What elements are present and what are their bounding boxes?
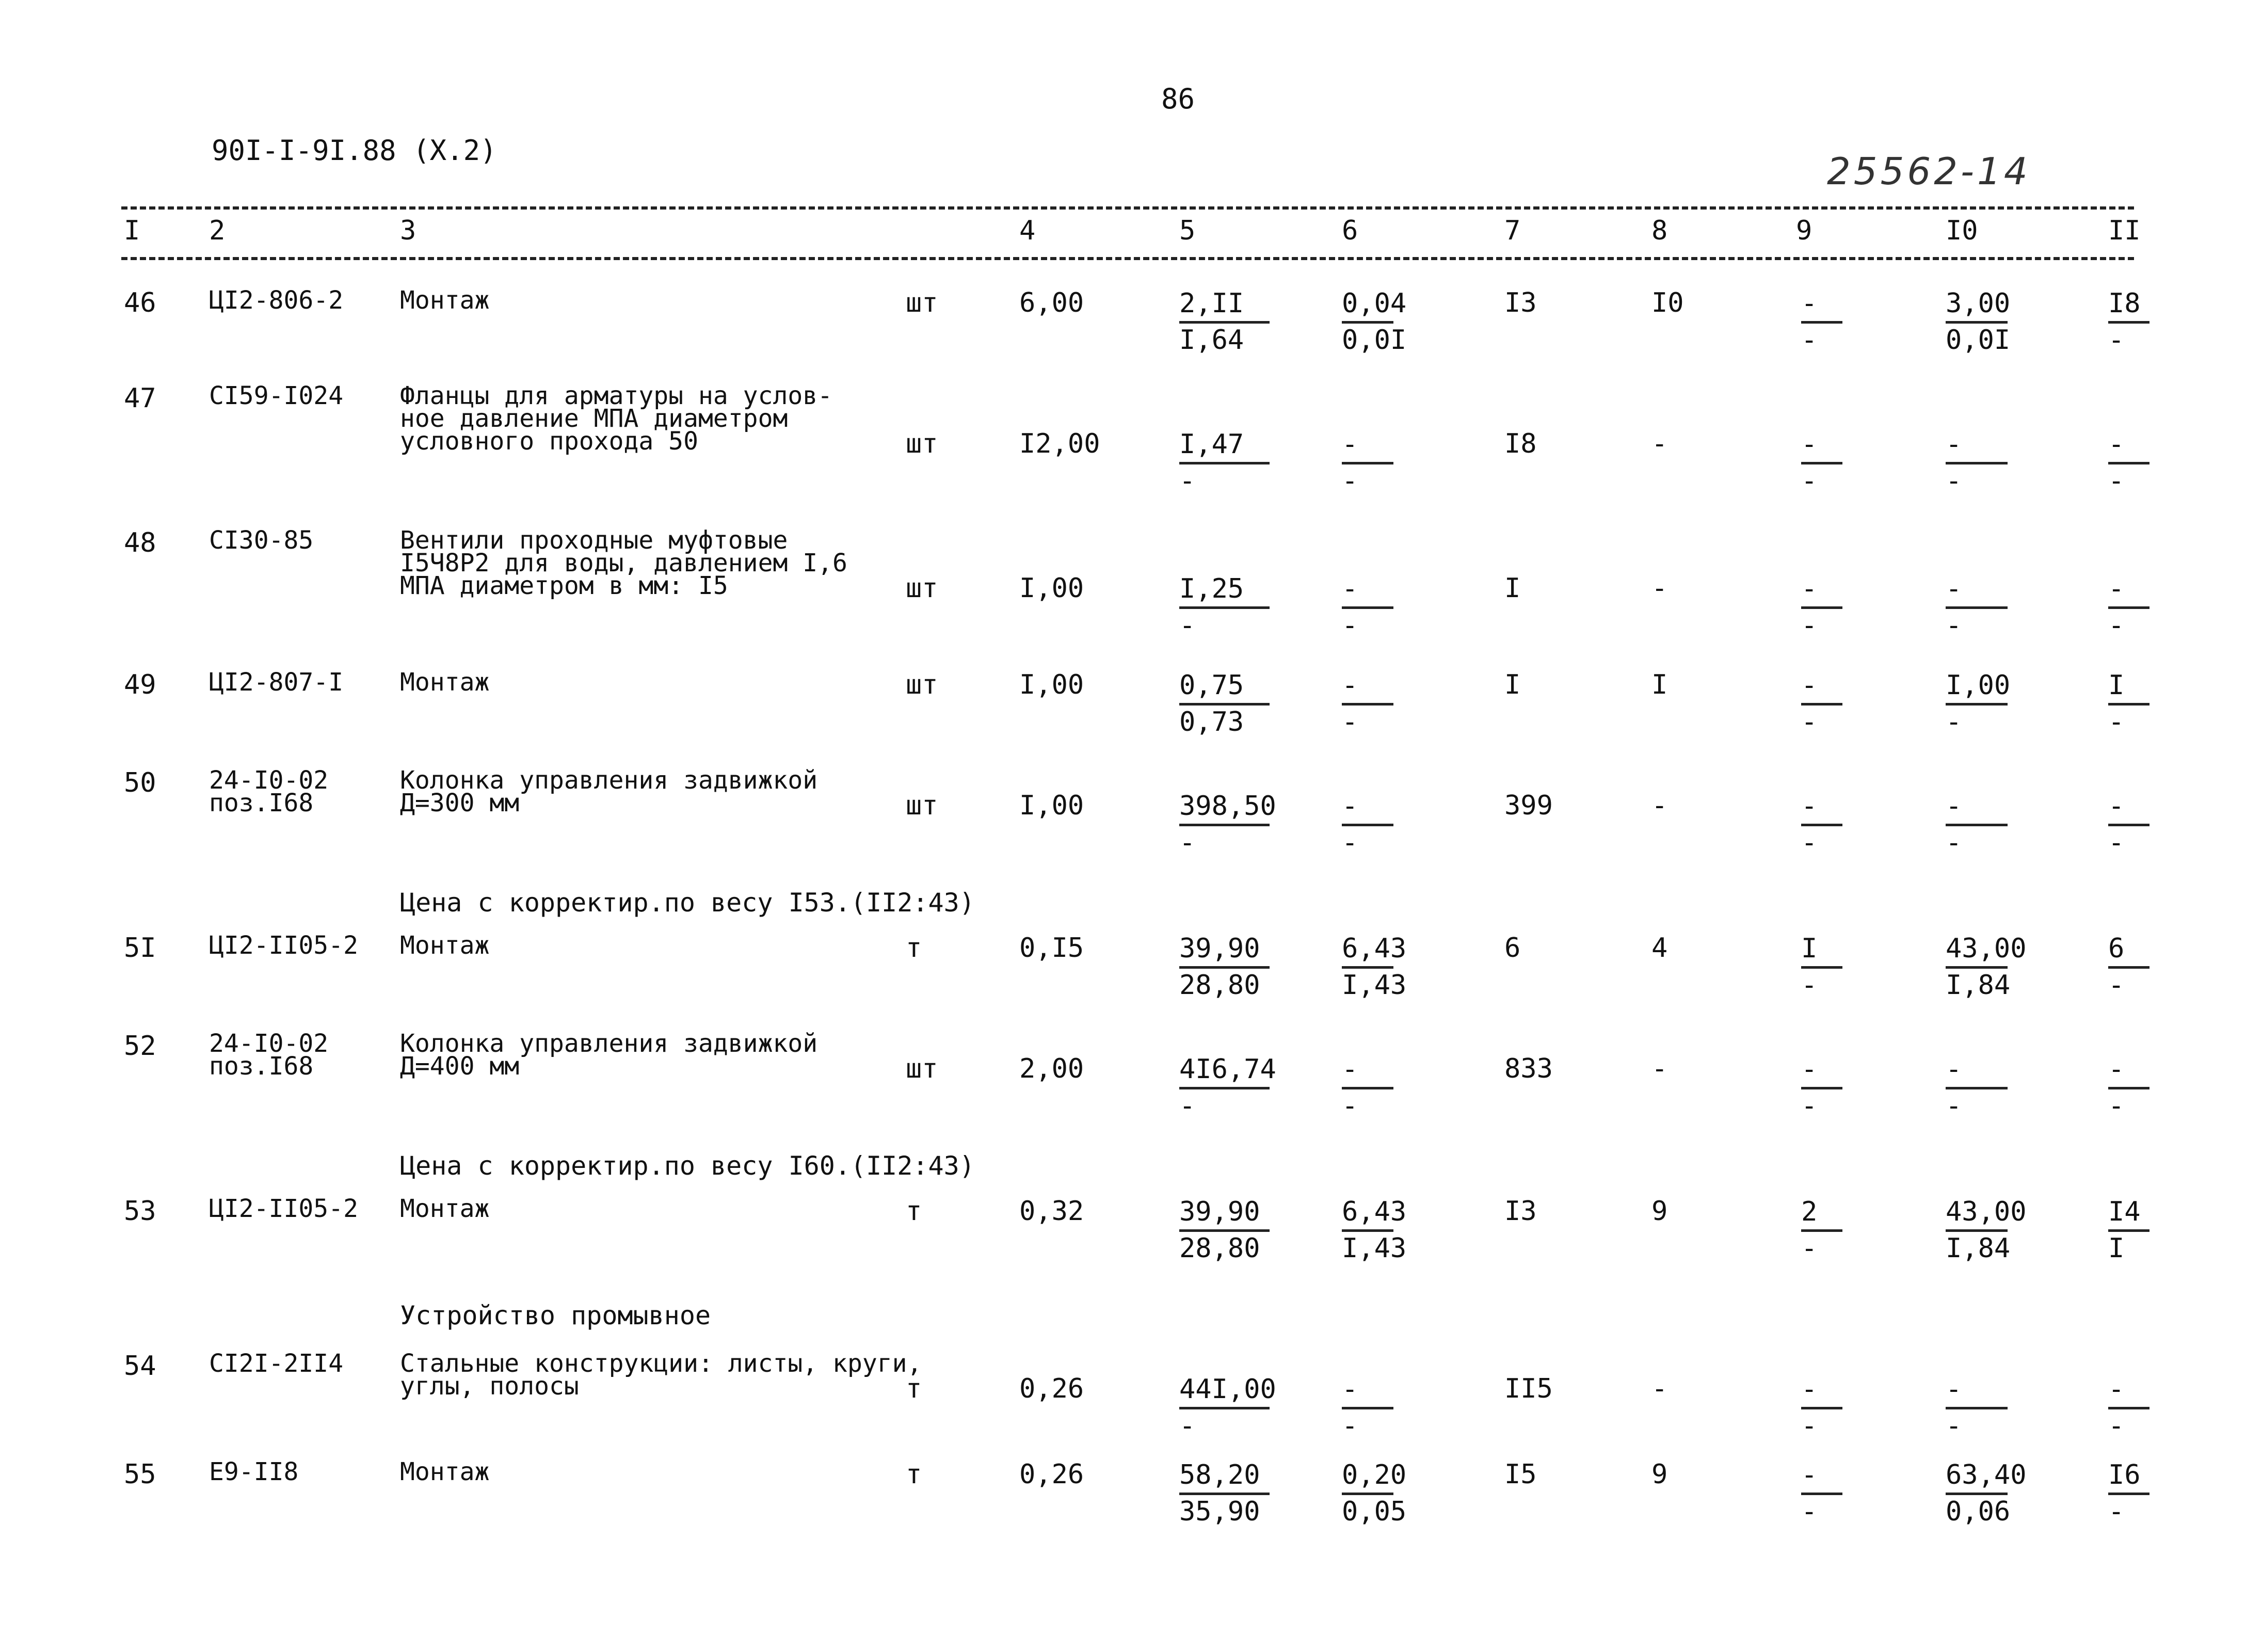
row-number: 53 — [124, 1196, 156, 1227]
labor-total-numerator: I8 — [2108, 288, 2141, 319]
unit-cost-bar — [1179, 966, 1270, 969]
total-cost: 6 — [1504, 933, 1521, 964]
unit-cost-denominator: 0,73 — [1179, 707, 1244, 737]
labor-total-denominator: - — [2108, 325, 2125, 356]
machine-cost-denominator: - — [1342, 827, 1358, 858]
labor-total — [2108, 934, 2149, 1000]
unit-cost-denominator: - — [1179, 827, 1196, 858]
labor-per-unit-bar — [1946, 824, 2008, 826]
unit-cost-bar — [1179, 1493, 1270, 1495]
machine-cost-bar — [1342, 1493, 1393, 1495]
unit-cost-numerator: I,25 — [1179, 573, 1244, 604]
labor-per-unit-denominator: I,84 — [1946, 1233, 2011, 1264]
unit-cost-numerator: 398,50 — [1179, 791, 1276, 822]
labor-per-unit — [1946, 933, 2027, 1001]
machine-cost-bar — [1342, 1087, 1393, 1089]
work-description: Монтаж — [400, 1457, 490, 1486]
machine-total — [1801, 1375, 1842, 1440]
column-header-5: 5 — [1179, 215, 1196, 246]
work-description: Монтаж — [400, 668, 490, 697]
labor-total-denominator: - — [2108, 827, 2125, 858]
row-number: 5I — [124, 933, 156, 964]
total-cost: II5 — [1504, 1373, 1553, 1404]
machine-cost-bar — [1342, 1229, 1393, 1232]
machine-cost-numerator: 6,43 — [1342, 1196, 1407, 1227]
machine-total-numerator: I — [1801, 933, 1818, 964]
unit-cost-numerator: 58,20 — [1179, 1459, 1260, 1490]
labor-per-unit-bar — [1946, 321, 2008, 324]
machine-cost-denominator: - — [1342, 466, 1358, 496]
labor-per-unit-bar — [1946, 462, 2008, 464]
machine-total-denominator: - — [1801, 466, 1818, 496]
machine-cost — [1342, 1196, 1407, 1264]
machine-cost — [1342, 574, 1393, 640]
machine-cost — [1342, 1055, 1393, 1120]
machine-total-numerator: - — [1801, 573, 1818, 604]
machine-total-denominator: - — [1801, 610, 1818, 641]
row-number: 48 — [124, 527, 156, 558]
unit-cost-numerator: 4I6,74 — [1179, 1054, 1276, 1085]
rate-code: ЦI2-807-I — [209, 668, 344, 697]
unit-cost — [1179, 1054, 1276, 1121]
machine-cost-denominator: - — [1342, 610, 1358, 641]
unit-cost — [1179, 671, 1270, 736]
machine-cost-bar — [1342, 1407, 1393, 1409]
unit-cost-bar — [1179, 1087, 1270, 1089]
labor-total-numerator: - — [2108, 791, 2125, 822]
labor-total — [2108, 430, 2149, 495]
quantity: I2,00 — [1019, 428, 1100, 459]
labor-total-bar — [2108, 966, 2149, 969]
total-cost: I — [1504, 669, 1521, 700]
unit-cost-numerator: 0,75 — [1179, 670, 1244, 701]
labor-per-unit-numerator: 43,00 — [1946, 933, 2027, 964]
unit-cost-denominator: - — [1179, 466, 1196, 496]
labor-per-unit-numerator: 3,00 — [1946, 288, 2011, 319]
labor-total-bar — [2108, 606, 2149, 609]
column-header-9: 9 — [1796, 215, 1812, 246]
wages-total: I — [1651, 669, 1668, 700]
machine-total-numerator: 2 — [1801, 1196, 1818, 1227]
labor-per-unit-denominator: 0,0I — [1946, 325, 2011, 356]
machine-total-denominator: - — [1801, 325, 1818, 356]
unit-cost-numerator: I,47 — [1179, 429, 1244, 460]
wages-total: 9 — [1651, 1196, 1668, 1227]
labor-per-unit-denominator: - — [1946, 827, 1962, 858]
wages-total: - — [1651, 573, 1668, 604]
machine-cost-bar — [1342, 824, 1393, 826]
machine-cost — [1342, 792, 1393, 857]
column-header-10: I0 — [1946, 215, 1978, 246]
rate-code: CI30-85 — [209, 526, 314, 555]
unit: шт — [906, 428, 938, 459]
labor-total-bar — [2108, 824, 2149, 826]
quantity: 2,00 — [1019, 1053, 1084, 1084]
unit-cost-numerator: 44I,00 — [1179, 1374, 1276, 1405]
unit-cost — [1179, 574, 1270, 640]
machine-total-bar — [1801, 1493, 1842, 1495]
machine-total-bar — [1801, 1087, 1842, 1089]
unit-cost-denominator: 35,90 — [1179, 1496, 1260, 1527]
unit: т — [906, 933, 922, 964]
column-header-2: 2 — [209, 215, 226, 246]
machine-total — [1801, 792, 1842, 857]
work-description: Монтаж — [400, 286, 490, 315]
work-description: Монтаж — [400, 1194, 490, 1223]
machine-cost-denominator: - — [1342, 1410, 1358, 1441]
labor-per-unit-bar — [1946, 966, 2008, 969]
labor-total-numerator: I — [2108, 670, 2125, 701]
labor-total-numerator: - — [2108, 1054, 2125, 1085]
machine-total-bar — [1801, 824, 1842, 826]
machine-total — [1801, 430, 1842, 495]
section-heading: Цена с корректир.по весу I60.(II2:43) — [400, 1151, 975, 1181]
machine-cost-numerator: - — [1342, 1374, 1358, 1405]
unit-cost — [1179, 934, 1270, 1000]
work-description: Монтаж — [400, 931, 490, 960]
total-cost: 399 — [1504, 790, 1553, 821]
machine-cost — [1342, 1375, 1393, 1440]
wages-total: - — [1651, 1373, 1668, 1404]
labor-total-bar — [2108, 1229, 2149, 1232]
rate-code: 24-I0-02 поз.I68 — [209, 766, 329, 817]
labor-per-unit — [1946, 1459, 2027, 1527]
labor-per-unit-denominator: - — [1946, 707, 1962, 737]
unit: т — [906, 1459, 922, 1490]
machine-cost-denominator: 0,0I — [1342, 325, 1407, 356]
labor-total-denominator: - — [2108, 1496, 2125, 1527]
machine-total-numerator: - — [1801, 791, 1818, 822]
machine-total — [1801, 574, 1842, 640]
labor-total-denominator: I — [2108, 1233, 2125, 1264]
work-description: Фланцы для арматуры на услов- ное давление МПА диаметром условного прохода 50 — [400, 381, 833, 456]
column-header-3: 3 — [400, 215, 416, 246]
labor-total-numerator: I4 — [2108, 1196, 2141, 1227]
machine-cost-bar — [1342, 321, 1393, 324]
machine-cost — [1342, 933, 1407, 1001]
machine-cost-denominator: I,43 — [1342, 1233, 1407, 1264]
machine-total-denominator: - — [1801, 1233, 1818, 1264]
rate-code: CI59-I024 — [209, 381, 344, 410]
labor-total-numerator: - — [2108, 573, 2125, 604]
wages-total: 4 — [1651, 933, 1668, 964]
labor-per-unit-numerator: I,00 — [1946, 670, 2011, 701]
labor-per-unit-bar — [1946, 1087, 2008, 1089]
machine-total-denominator: - — [1801, 970, 1818, 1001]
row-number: 52 — [124, 1031, 156, 1062]
machine-total — [1801, 1461, 1842, 1526]
machine-total-bar — [1801, 321, 1842, 324]
machine-total-bar — [1801, 462, 1842, 464]
machine-total-numerator: - — [1801, 1459, 1818, 1490]
unit-cost-denominator: - — [1179, 1090, 1196, 1121]
machine-cost-denominator: - — [1342, 707, 1358, 737]
machine-cost-denominator: I,43 — [1342, 970, 1407, 1001]
unit-cost-bar — [1179, 1407, 1270, 1409]
labor-total-bar — [2108, 462, 2149, 464]
unit: шт — [906, 790, 938, 821]
unit-cost-numerator: 39,90 — [1179, 1196, 1260, 1227]
header-top-rule — [121, 206, 2134, 210]
labor-per-unit — [1946, 430, 2008, 495]
handwritten-code: 25562-14 — [1827, 150, 2031, 193]
labor-per-unit-numerator: - — [1946, 1374, 1962, 1405]
machine-total-denominator: - — [1801, 1496, 1818, 1527]
column-header-8: 8 — [1651, 215, 1668, 246]
rate-code: ЦI2-II05-2 — [209, 1194, 358, 1223]
wages-total: - — [1651, 1053, 1668, 1084]
labor-total — [2108, 792, 2149, 857]
machine-cost-bar — [1342, 966, 1393, 969]
total-cost: I5 — [1504, 1459, 1537, 1490]
total-cost: I3 — [1504, 287, 1537, 318]
labor-total-numerator: - — [2108, 1374, 2125, 1405]
column-header-1: I — [124, 215, 140, 246]
labor-total-denominator: - — [2108, 970, 2125, 1001]
labor-total — [2108, 1197, 2149, 1263]
machine-cost-denominator: 0,05 — [1342, 1496, 1407, 1527]
machine-cost-numerator: - — [1342, 429, 1358, 460]
unit-cost-denominator: 28,80 — [1179, 1233, 1260, 1264]
labor-total-bar — [2108, 1493, 2149, 1495]
labor-per-unit-bar — [1946, 1407, 2008, 1409]
work-description: Стальные конструкции: листы, круги, углы, полосы — [400, 1349, 922, 1401]
machine-total-denominator: - — [1801, 707, 1818, 737]
machine-total-numerator: - — [1801, 288, 1818, 319]
machine-total — [1801, 1197, 1842, 1263]
machine-total-bar — [1801, 606, 1842, 609]
section-heading: Устройство промывное — [400, 1301, 711, 1330]
machine-cost — [1342, 671, 1393, 736]
unit: т — [906, 1373, 922, 1404]
machine-total — [1801, 1055, 1842, 1120]
work-description: Вентили проходные муфтовые I5Ч8Р2 для воды, давлением I,6 МПА диаметром в мм: I5 — [400, 526, 847, 600]
labor-total-bar — [2108, 703, 2149, 705]
column-header-6: 6 — [1342, 215, 1358, 246]
quantity: 6,00 — [1019, 287, 1084, 318]
unit-cost-denominator: - — [1179, 610, 1196, 641]
wages-total: I0 — [1651, 287, 1684, 318]
row-number: 49 — [124, 669, 156, 700]
labor-total-numerator: 6 — [2108, 933, 2125, 964]
machine-total-bar — [1801, 703, 1842, 705]
machine-cost-numerator: 0,20 — [1342, 1459, 1407, 1490]
unit-cost — [1179, 1374, 1276, 1441]
unit-cost-bar — [1179, 824, 1270, 826]
machine-total-bar — [1801, 1229, 1842, 1232]
labor-total-denominator: - — [2108, 707, 2125, 737]
unit-cost-numerator: 39,90 — [1179, 933, 1260, 964]
labor-per-unit-numerator: - — [1946, 1054, 1962, 1085]
unit: шт — [906, 1053, 938, 1084]
machine-total-numerator: - — [1801, 429, 1818, 460]
machine-cost — [1342, 1459, 1407, 1527]
labor-total-bar — [2108, 321, 2149, 324]
labor-total-denominator: - — [2108, 466, 2125, 496]
page-number: 86 — [1161, 83, 1195, 115]
labor-per-unit-numerator: - — [1946, 573, 1962, 604]
labor-per-unit-numerator: - — [1946, 791, 1962, 822]
labor-per-unit — [1946, 574, 2008, 640]
labor-per-unit — [1946, 792, 2008, 857]
row-number: 46 — [124, 287, 156, 318]
labor-per-unit-denominator: I,84 — [1946, 970, 2011, 1001]
quantity: 0,I5 — [1019, 933, 1084, 964]
machine-cost-bar — [1342, 606, 1393, 609]
unit-cost-denominator: 28,80 — [1179, 970, 1260, 1001]
unit-cost-bar — [1179, 321, 1270, 324]
labor-per-unit — [1946, 1055, 2008, 1120]
unit-cost — [1179, 791, 1276, 858]
labor-per-unit-denominator: - — [1946, 466, 1962, 496]
labor-total — [2108, 289, 2149, 355]
quantity: I,00 — [1019, 790, 1084, 821]
unit-cost-numerator: 2,II — [1179, 288, 1244, 319]
unit-cost-bar — [1179, 462, 1270, 464]
wages-total: - — [1651, 790, 1668, 821]
unit-cost-denominator: - — [1179, 1410, 1196, 1441]
labor-per-unit-denominator: - — [1946, 1090, 1962, 1121]
quantity: 0,26 — [1019, 1373, 1084, 1404]
labor-per-unit-numerator: - — [1946, 429, 1962, 460]
machine-total-numerator: - — [1801, 1374, 1818, 1405]
machine-cost-denominator: - — [1342, 1090, 1358, 1121]
rate-code: E9-II8 — [209, 1457, 299, 1486]
machine-cost-numerator: 0,04 — [1342, 288, 1407, 319]
labor-total-denominator: - — [2108, 1410, 2125, 1441]
rate-code: ЦI2-II05-2 — [209, 931, 358, 960]
machine-total-denominator: - — [1801, 1090, 1818, 1121]
unit: шт — [906, 287, 938, 318]
unit: шт — [906, 669, 938, 700]
machine-total — [1801, 934, 1842, 1000]
total-cost: 833 — [1504, 1053, 1553, 1084]
quantity: 0,32 — [1019, 1196, 1084, 1227]
labor-total-denominator: - — [2108, 610, 2125, 641]
labor-per-unit-numerator: 63,40 — [1946, 1459, 2027, 1490]
row-number: 47 — [124, 383, 156, 414]
labor-per-unit-bar — [1946, 606, 2008, 609]
machine-cost-numerator: - — [1342, 791, 1358, 822]
unit-cost-bar — [1179, 703, 1270, 705]
machine-total-bar — [1801, 966, 1842, 969]
labor-total-denominator: - — [2108, 1090, 2125, 1121]
labor-per-unit-bar — [1946, 1493, 2008, 1495]
header-bottom-rule — [121, 257, 2134, 260]
machine-cost-numerator: 6,43 — [1342, 933, 1407, 964]
machine-total — [1801, 671, 1842, 736]
unit-cost-denominator: I,64 — [1179, 325, 1244, 356]
machine-total-denominator: - — [1801, 827, 1818, 858]
document-id: 90I-I-9I.88 (X.2) — [212, 134, 497, 167]
labor-per-unit-numerator: 43,00 — [1946, 1196, 2027, 1227]
column-header-7: 7 — [1504, 215, 1521, 246]
machine-total-denominator: - — [1801, 1410, 1818, 1441]
column-header-11: II — [2108, 215, 2141, 246]
machine-cost-bar — [1342, 703, 1393, 705]
labor-total — [2108, 1375, 2149, 1440]
machine-cost-numerator: - — [1342, 573, 1358, 604]
unit: шт — [906, 573, 938, 604]
row-number: 50 — [124, 767, 156, 798]
row-number: 55 — [124, 1459, 156, 1490]
unit-cost-bar — [1179, 606, 1270, 609]
labor-total-bar — [2108, 1087, 2149, 1089]
labor-total — [2108, 671, 2149, 736]
quantity: I,00 — [1019, 573, 1084, 604]
labor-per-unit-denominator: - — [1946, 1410, 1962, 1441]
labor-per-unit — [1946, 288, 2011, 356]
labor-total-bar — [2108, 1407, 2149, 1409]
row-number: 54 — [124, 1351, 156, 1382]
wages-total: - — [1651, 428, 1668, 459]
labor-total-numerator: - — [2108, 429, 2125, 460]
work-description: Колонка управления задвижкой Д=400 мм — [400, 1029, 818, 1081]
machine-cost — [1342, 430, 1393, 495]
rate-code: 24-I0-02 поз.I68 — [209, 1029, 329, 1081]
machine-total-numerator: - — [1801, 670, 1818, 701]
rate-code: ЦI2-806-2 — [209, 286, 344, 315]
unit: т — [906, 1196, 922, 1227]
column-header-4: 4 — [1019, 215, 1036, 246]
labor-per-unit — [1946, 670, 2011, 737]
labor-total — [2108, 1461, 2149, 1526]
unit-cost-bar — [1179, 1229, 1270, 1232]
machine-cost-numerator: - — [1342, 670, 1358, 701]
labor-total — [2108, 574, 2149, 640]
wages-total: 9 — [1651, 1459, 1668, 1490]
labor-per-unit-denominator: 0,06 — [1946, 1496, 2011, 1527]
labor-per-unit-denominator: - — [1946, 610, 1962, 641]
labor-total-numerator: I6 — [2108, 1459, 2141, 1490]
total-cost: I3 — [1504, 1196, 1537, 1227]
section-heading: Цена с корректир.по весу I53.(II2:43) — [400, 888, 975, 918]
unit-cost — [1179, 289, 1270, 355]
labor-per-unit — [1946, 1196, 2027, 1264]
total-cost: I8 — [1504, 428, 1537, 459]
machine-cost — [1342, 288, 1407, 356]
machine-cost-numerator: - — [1342, 1054, 1358, 1085]
quantity: 0,26 — [1019, 1459, 1084, 1490]
machine-total-numerator: - — [1801, 1054, 1818, 1085]
quantity: I,00 — [1019, 669, 1084, 700]
total-cost: I — [1504, 573, 1521, 604]
labor-total — [2108, 1055, 2149, 1120]
work-description: Колонка управления задвижкой Д=300 мм — [400, 766, 818, 817]
labor-per-unit — [1946, 1375, 2008, 1440]
machine-total — [1801, 289, 1842, 355]
unit-cost — [1179, 430, 1270, 495]
machine-cost-bar — [1342, 462, 1393, 464]
rate-code: CI2I-2II4 — [209, 1349, 344, 1378]
labor-per-unit-bar — [1946, 1229, 2008, 1232]
unit-cost — [1179, 1197, 1270, 1263]
labor-per-unit-bar — [1946, 703, 2008, 705]
machine-total-bar — [1801, 1407, 1842, 1409]
unit-cost — [1179, 1461, 1270, 1526]
